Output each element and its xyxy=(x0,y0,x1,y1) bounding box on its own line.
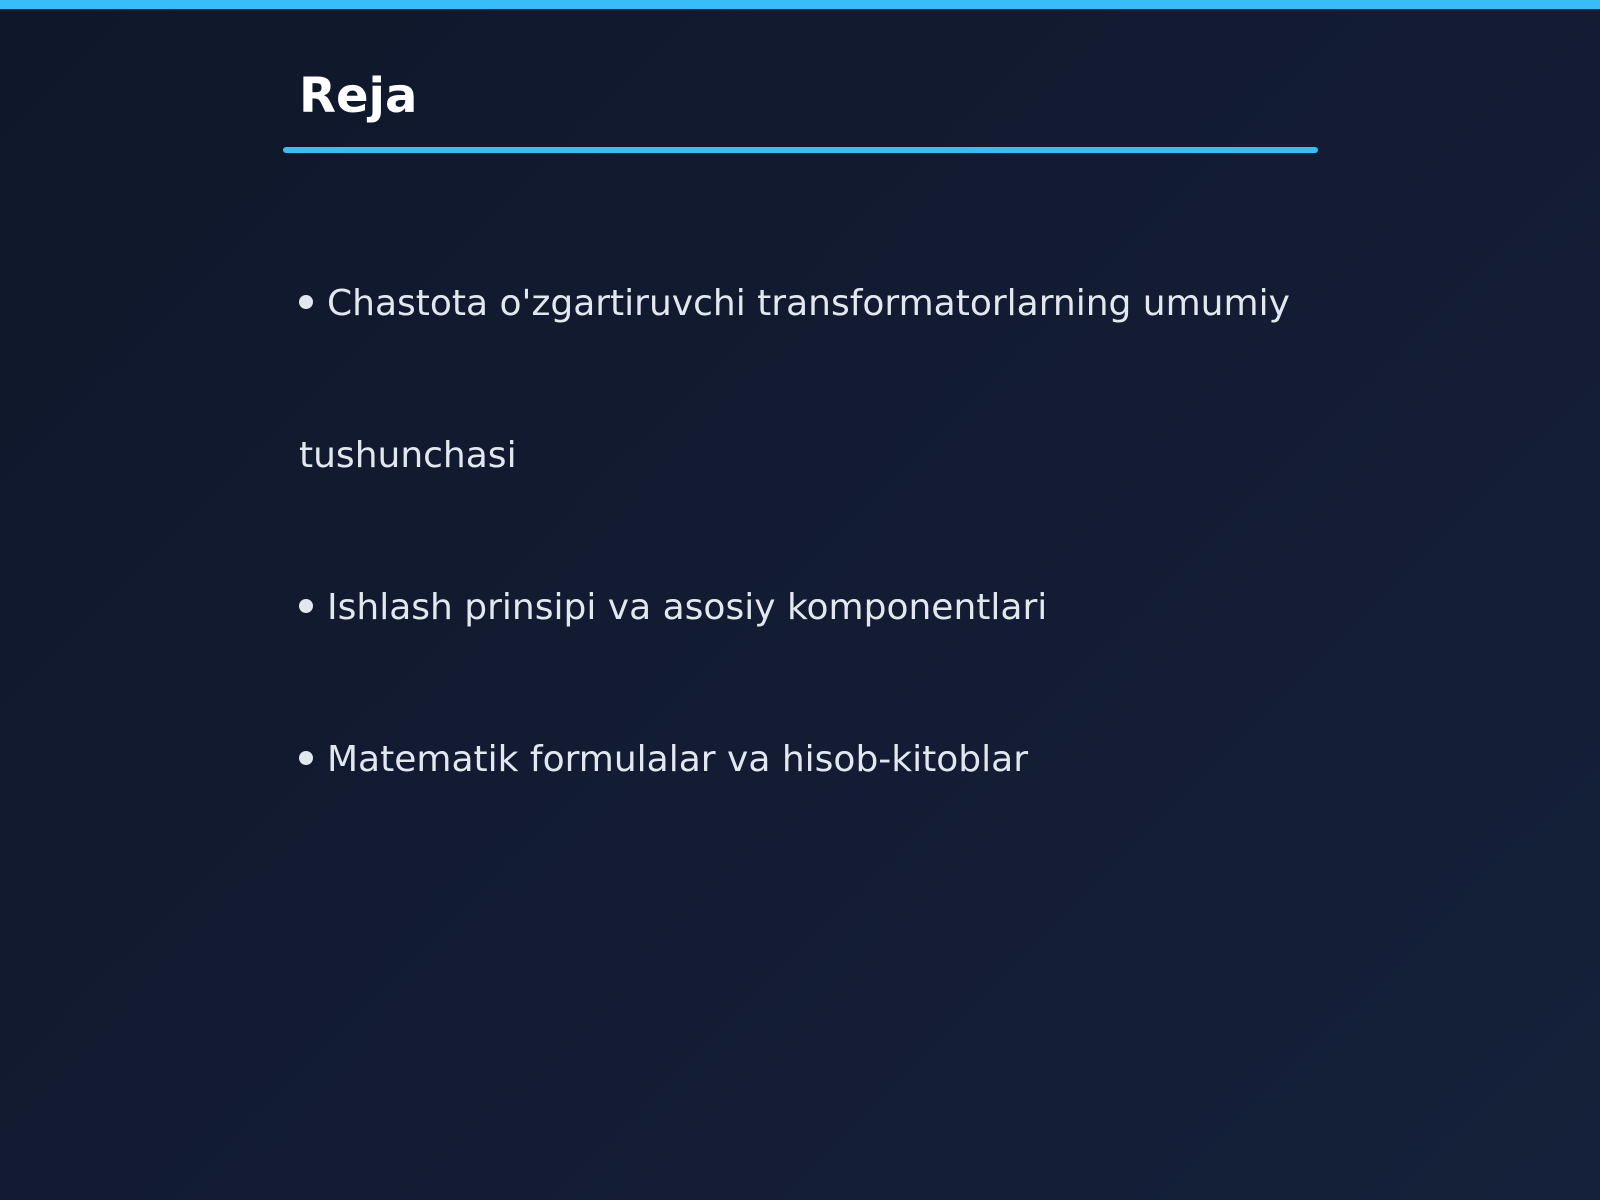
title-underline xyxy=(283,147,1318,153)
bullet-dot-icon xyxy=(299,599,313,613)
bullet-text: Ishlash prinsipi va asosiy komponentlari xyxy=(327,587,1048,628)
bullet-text: Matematik formulalar va hisob-kitoblar xyxy=(327,739,1028,780)
bullet-item xyxy=(299,586,1047,629)
bullet-text: Chastota o'zgartiruvchi transformatorlarning umumiy xyxy=(327,283,1290,324)
slide xyxy=(283,0,1318,1200)
bullet-text: tushunchasi xyxy=(299,435,517,476)
bullet-item xyxy=(299,282,1290,325)
bullet-dot-icon xyxy=(299,295,313,309)
bullet-continuation xyxy=(299,434,517,477)
bullet-dot-icon xyxy=(299,751,313,765)
bullet-item xyxy=(299,738,1028,781)
slide-title: Reja xyxy=(299,68,418,124)
